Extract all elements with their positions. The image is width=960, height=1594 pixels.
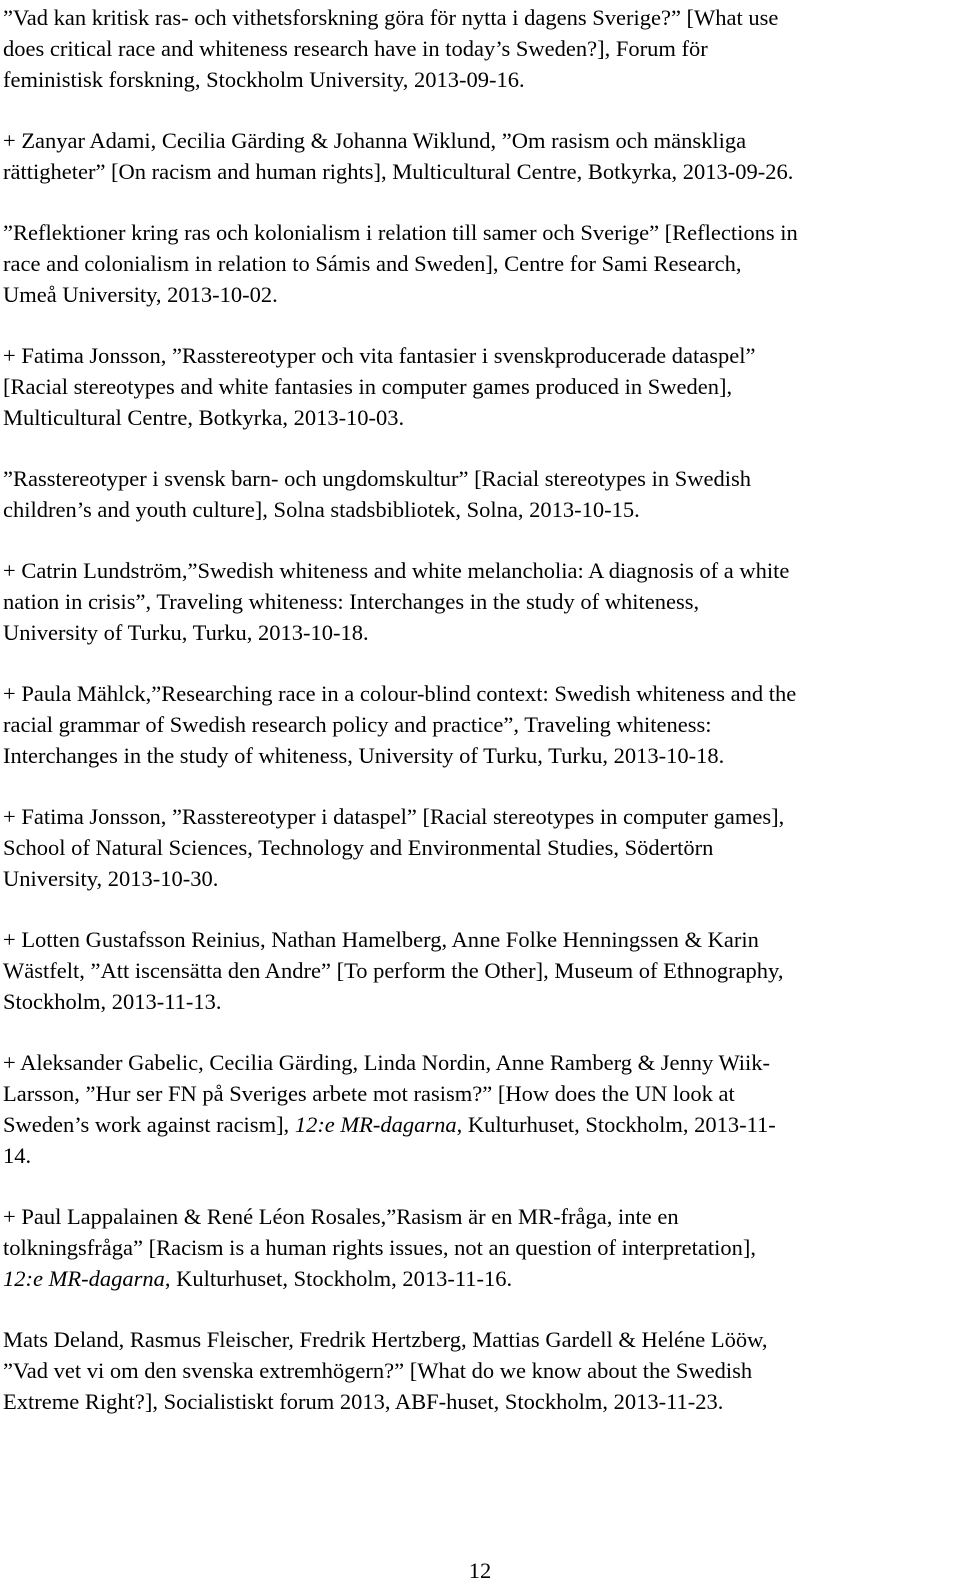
entry-text: + Fatima Jonsson, ”Rasstereotyper i dataspel” [Racial stereotypes in computer games], School of Natural Sciences, Technology and Environmental Studies, Södertörn University, 2013-10-30. (3, 804, 785, 891)
event-name-italic: 12:e MR-dagarna (294, 1112, 457, 1137)
reference-entry (3, 924, 953, 1017)
entry-text: Mats Deland, Rasmus Fleischer, Fredrik Hertzberg, Mattias Gardell & Heléne Lööw, ”Vad vet vi om den svenska extremhögern?” [What do we know about the Swedish Extreme Right?], Socialistiskt forum 2013, ABF-huset, Stockholm, 2013-11-23. (3, 1327, 768, 1414)
entry-text: + Aleksander Gabelic, Cecilia Gärding, Linda Nordin, Anne Ramberg & Jenny Wiik- Larsson, ”Hur ser FN på Sveriges arbete mot rasism?” [How does the UN look at Sweden’s work against racism], (3, 1050, 771, 1137)
entry-text: + Catrin Lundström,”Swedish whiteness and white melancholia: A diagnosis of a white nation in crisis”, Traveling whiteness: Interchanges in the study of whiteness, University of Turku, Turku, 2013-10-18. (3, 558, 790, 645)
reference-entry (3, 217, 953, 310)
entry-text: + Fatima Jonsson, ”Rasstereotyper och vita fantasier i svenskproducerade dataspel” [Racial stereotypes and white fantasies in computer games produced in Sweden], Multicultural Centre, Botkyrka, 2013-10-03. (3, 343, 756, 430)
reference-list (3, 2, 953, 1447)
entry-text: ”Vad kan kritisk ras- och vithetsforskning göra för nytta i dagens Sverige?” [What use does critical race and whiteness research have in today’s Sweden?], Forum för feministisk forskning, Stockholm University, 2013-09-16. (3, 5, 779, 92)
reference-entry (3, 1201, 953, 1294)
reference-entry (3, 2, 953, 95)
entry-text: ”Rasstereotyper i svensk barn- och ungdomskultur” [Racial stereotypes in Swedish children’s and youth culture], Solna stadsbibliotek, Solna, 2013-10-15. (3, 466, 751, 522)
entry-text: + Paula Mählck,”Researching race in a colour-blind context: Swedish whiteness and the racial grammar of Swedish research policy and practice”, Traveling whiteness: Interchanges in the study of whiteness, University of Turku, Turku, 2013-10-18. (3, 681, 797, 768)
page-number: 12 (468, 1558, 492, 1583)
entry-text: , Kulturhuset, Stockholm, 2013-11- 14. (3, 1112, 776, 1168)
reference-entry (3, 801, 953, 894)
reference-entry (3, 463, 953, 525)
entry-text: + Zanyar Adami, Cecilia Gärding & Johanna Wiklund, ”Om rasism och mänskliga rättigheter” [On racism and human rights], Multicultural Centre, Botkyrka, 2013-09-26. (3, 128, 794, 184)
reference-entry (3, 1324, 953, 1417)
entry-text: + Paul Lappalainen & René Léon Rosales,”Rasism är en MR-fråga, inte en tolkningsfråga” [Racism is a human rights issues, not an question of interpretation], (3, 1204, 756, 1260)
entry-text: ”Reflektioner kring ras och kolonialism i relation till samer och Sverige” [Reflections in race and colonialism in relation to Sámis and Sweden], Centre for Sami Research, Umeå University, 2013-10-02. (3, 220, 798, 307)
reference-entry (3, 125, 953, 187)
entry-text: , Kulturhuset, Stockholm, 2013-11-16. (164, 1266, 513, 1291)
reference-entry (3, 1047, 953, 1171)
entry-text: + Lotten Gustafsson Reinius, Nathan Hamelberg, Anne Folke Henningssen & Karin Wästfelt, ”Att iscensätta den Andre” [To perform the Other], Museum of Ethnography, Stockholm, 2013-11-13. (3, 927, 784, 1014)
reference-entry (3, 340, 953, 433)
reference-entry (3, 555, 953, 648)
event-name-italic: 12:e MR-dagarna (3, 1266, 165, 1291)
reference-entry (3, 678, 953, 771)
